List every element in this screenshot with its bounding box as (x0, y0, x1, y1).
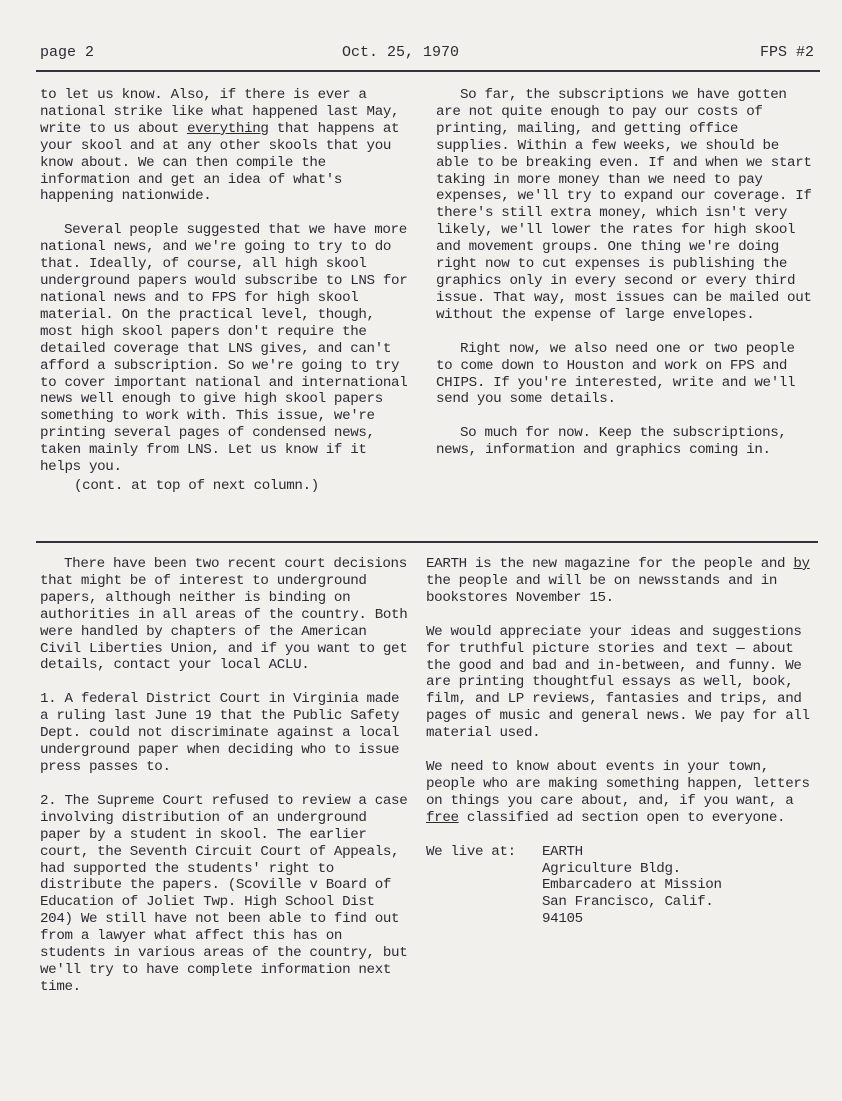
page-header (40, 44, 816, 66)
column-top-right (436, 87, 816, 476)
paragraph: 1. A federal District Court in Virginia made a ruling last June 19 that the Public Safety Dept. could not discriminate against a local underground paper when deciding who to issue press passes to. (40, 691, 400, 775)
issue-label: FPS #2 (759, 44, 814, 61)
paragraph: EARTH is the new magazine for the people and by the people and will be on newsstands and in bookstores November 15. (426, 556, 810, 606)
paragraph: Several people suggested that we have more national news, and we're going to try to do that. Ideally, of course, all high skool underground papers would subscribe to LNS for national news and to FPS for high skool material. On the practical level, though, most high skool papers don't require the detailed coverage that LNS gives, and can't afford a subscription. So we're going to try to cover important national and international news well enough to give high skool papers something to work with. This issue, we're printing several pages of condensed news, taken mainly from LNS. Let us know if it helps you. (40, 222, 408, 476)
address-line: San Francisco, Calif. (542, 894, 714, 911)
address-block (426, 844, 818, 928)
column-bottom-right (426, 556, 818, 928)
underlined-word: by (793, 556, 810, 572)
address-line: Embarcadero at Mission (542, 877, 722, 894)
address-intro: We live at: (426, 843, 516, 860)
header-divider (36, 70, 820, 72)
underlined-word: everything (186, 120, 269, 137)
paragraph: Right now, we also need one or two people to come down to Houston and work on FPS and CHIPS. If you're interested, write and we'll send you some details. (436, 340, 796, 408)
address-line: Agriculture Bldg. (542, 860, 681, 877)
address-line: EARTH (542, 843, 583, 860)
column-bottom-left (40, 556, 412, 1013)
column-top-left (40, 87, 412, 512)
paragraph: So much for now. Keep the subscriptions, news, information and graphics coming in. (436, 425, 787, 459)
address-line: 94105 (542, 911, 583, 928)
paragraph: There have been two recent court decisions that might be of interest to underground papers, although neither is binding on authorities in all areas of the country. Both were handled by chapters of the American Civil Liberties Union, and if you want to get details, contact your local ACLU. (40, 556, 408, 674)
continuation-note: (cont. at top of next column.) (74, 477, 319, 494)
paragraph: We would appreciate your ideas and suggestions for truthful picture stories and text — about the good and bad and in-between, and funny. We are printing thoughtful essays as well, book, film, and LP reviews, fantasies and trips, and pages of music and general news. We pay for all material used. (426, 623, 810, 742)
section-divider (36, 541, 818, 543)
paragraph: We need to know about events in your town, people who are making something happen, letters on things you care about, and, if you want, a free classified ad section open to everyone. (426, 759, 810, 826)
underlined-word: free (426, 809, 459, 826)
paragraph: 2. The Supreme Court refused to review a case involving distribution of an underground paper by a student in skool. The earlier court, the Seventh Circuit Court of Appeals, had supported the students' right to distribute the papers. (Scoville v Board of Education of Joliet Twp. High School Dist 204) We still have not been able to find out from a lawyer what affect this has on students in various areas of the country, but we'll try to have complete information next time. (40, 792, 408, 995)
paragraph: So far, the subscriptions we have gotten are not quite enough to pay our costs of printing, mailing, and getting office supplies. Within a few weeks, we should be able to be breaking even. If and when we start taking in more money than we need to pay expenses, we'll try to expand our coverage. If there's still extra money, which isn't very likely, we'll lower the rates for high skool and movement groups. One thing we're doing right now to cut expenses is publishing the graphics only in every second or every third issue. That way, most issues can be mailed out without the expense of large envelopes. (436, 87, 812, 323)
paragraph: to let us know. Also, if there is ever a national strike like what happened last May, write to us about everything that happens at your skool and at any other skools that you know about. We can then compile the information and get an idea of what's happening nationwide. (40, 87, 400, 205)
issue-date: Oct. 25, 1970 (342, 44, 460, 61)
page-number: page 2 (40, 44, 95, 61)
